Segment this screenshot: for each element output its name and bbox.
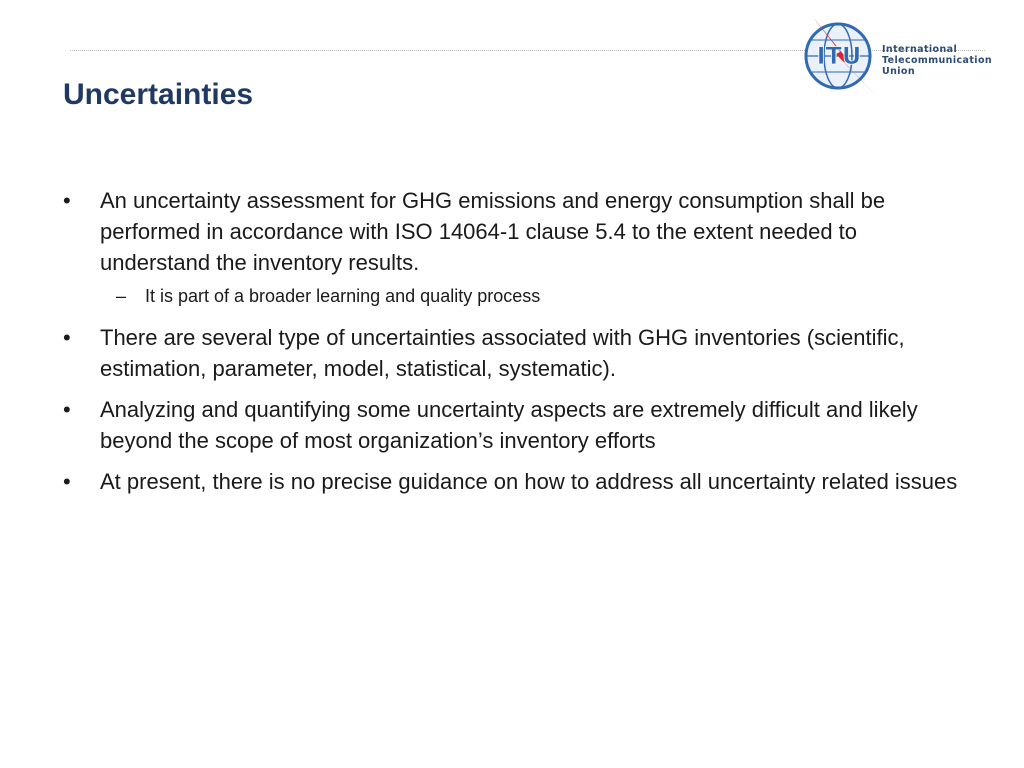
- bullet-text: Analyzing and quantifying some uncertainty aspects are extremely difficult and likely beyond the scope of most organization’s inventory efforts: [100, 397, 918, 453]
- bullet-item: [63, 322, 973, 384]
- sub-bullet-marker: –: [116, 286, 127, 306]
- bullet-marker: •: [63, 469, 71, 494]
- bullet-marker: •: [63, 397, 71, 422]
- logo-line: Telecommunication: [882, 55, 993, 66]
- itu-logo: [800, 12, 1000, 102]
- sub-bullet-item: [63, 284, 973, 308]
- bullet-text: There are several type of uncertainties associated with GHG inventories (scientific, estimation, parameter, model, statistical, systematic).: [100, 325, 905, 381]
- itu-globe-icon: [800, 12, 880, 102]
- bullet-marker: •: [63, 188, 71, 213]
- logo-wordmark: [882, 44, 992, 77]
- logo-line: Union: [882, 66, 916, 77]
- bullet-item: [63, 394, 973, 456]
- bullet-text: An uncertainty assessment for GHG emissions and energy consumption shall be performed in accordance with ISO 14064-1 clause 5.4 to the extent needed to understand the inventory results.: [100, 188, 886, 275]
- sub-bullet-text: It is part of a broader learning and quality process: [145, 286, 541, 306]
- logo-line: International: [882, 44, 958, 55]
- slide-title: Uncertainties: [63, 78, 254, 111]
- logo-mark-text: ITU: [816, 42, 862, 70]
- bullet-item: [63, 466, 973, 497]
- bullet-item: [63, 185, 973, 278]
- bullet-marker: •: [63, 325, 71, 350]
- bullet-text: At present, there is no precise guidance on how to address all uncertainty related issues: [100, 469, 958, 494]
- slide-body: [63, 185, 973, 507]
